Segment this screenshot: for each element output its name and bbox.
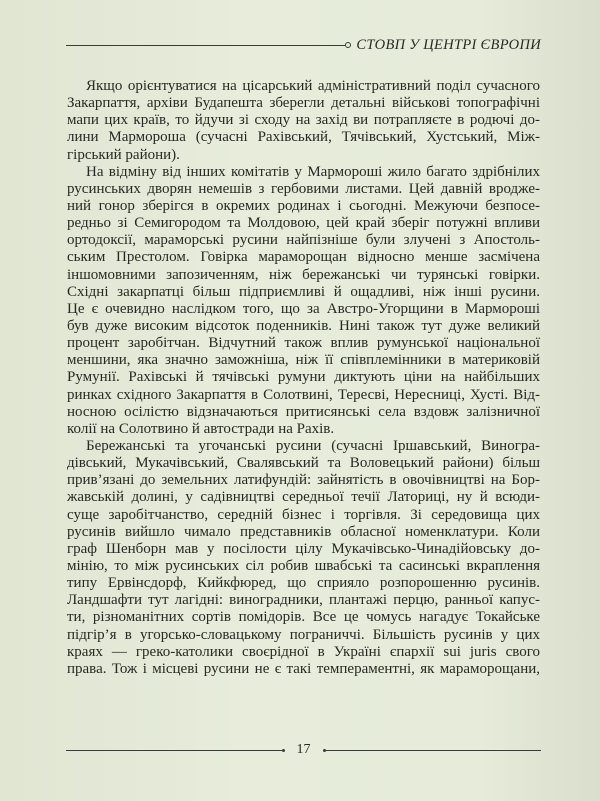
text-line: прив’язані до земельних латифундій: зайнятість в овочівництві на Бор-	[67, 472, 540, 489]
text-line: процент заробітчан. Відчутний також вплив румунської національної	[67, 335, 540, 352]
text-line: русинських дворян немешів з гербовими листами. Цей давній вродже-	[67, 180, 540, 197]
text-line: Якщо орієнтуватися на цісарський адміністративний поділ сучасного	[86, 78, 540, 94]
text-line: типу Ервінсдорф, Кийкфюред, що сприяло розпорошенню русинів.	[67, 575, 540, 592]
paragraph	[67, 438, 540, 678]
text-line: гірський райони).	[67, 146, 180, 163]
text-line: Румунії. Рахівські й тячівські румуни диктують ціни на найбільших	[67, 369, 540, 386]
text-line: носною осілістю відзначаються притисянські села вздовж залізничної	[67, 403, 540, 420]
footer-ornament-dot	[282, 749, 285, 752]
paragraph	[67, 164, 540, 438]
text-line: ний гонор зберігся в окремих родинах і сьогодні. Межуючи безпосе-	[67, 197, 540, 214]
text-line: На відміну від інших комітатів у Мармороші жило багато здрібнілих	[86, 163, 540, 180]
text-line: ським Престолом. Говірка мараморощан відносно менше засмічена	[67, 249, 540, 266]
text-line: редньо зі Семигородом та Молдовою, цей край зберіг потужні впливи	[67, 215, 540, 232]
text-line: підгір’я в угорсько-словацькому пограниччі. Більшість русинів у цих	[67, 626, 540, 643]
running-title: СТОВП У ЦЕНТРІ ЄВРОПИ	[356, 36, 541, 53]
text-line: був дуже високим відсоток поденників. Нині також тут дуже великий	[67, 317, 540, 334]
body-text	[67, 78, 540, 678]
text-line: ринках східного Закарпаття в Солотвині, Тересві, Нересниці, Хусті. Від-	[67, 386, 540, 403]
text-line: Бережанські та угочанські русини (сучасні Іршавський, Виногра-	[86, 437, 540, 454]
text-line: ортодоксії, мараморські русини найпізніше були злучені з Апостоль-	[67, 232, 540, 249]
text-line: Це є очевидно наслідком того, що за Австро-Угорщини в Мармороші	[67, 300, 540, 317]
text-line: Східні закарпатці більш підприємливі й ощадливі, ніж інші русини.	[67, 283, 540, 300]
text-line: Ландшафти тут лагідні: виноградники, плантажі перцю, ранньої капус-	[67, 592, 540, 609]
text-line: іншомовними запозиченням, ніж бережанські чи турянські говірки.	[67, 266, 540, 283]
text-line: ти, різноманітних сортів помідорів. Все це чомусь нагадує Токайське	[67, 609, 540, 626]
text-line: мапи цих країв, то йдучи зі сходу на захід ви потрапляєте в родючі до-	[67, 112, 540, 129]
page-footer	[66, 742, 541, 758]
text-line: краях — греко-католики своєрідної в Україні єпархії sui juris свого	[67, 643, 540, 660]
text-line: граф Шенборн мав у посілости цілу Мукачівсько-Чинадійовську до-	[67, 540, 540, 557]
paragraph	[67, 78, 540, 164]
text-line: меншини, яка значно заможніша, ніж її співплемінники в материковій	[67, 352, 540, 369]
text-line: мінію, то між русинських сіл робив швабські та сасинські вкраплення	[67, 557, 540, 574]
header-ornament-dot	[345, 42, 351, 48]
text-line: русинів вийшло чимало представників обласної номенклатури. Коли	[67, 523, 540, 540]
footer-rule-right	[326, 750, 542, 751]
text-line: жавській долині, у садівництві середньої течії Латориці, ну й всюди-	[67, 489, 540, 506]
text-line: суще заробітчанство, середній бізнес і торгівля. Зі середовища цих	[67, 506, 540, 523]
text-line: права. Тож і місцеві русини не є такі темпераментні, як мараморощани,	[67, 660, 540, 677]
footer-rule-left	[66, 750, 282, 751]
header-rule	[66, 45, 345, 46]
text-line: колії на Солотвино й автостради на Рахів.	[67, 420, 335, 437]
text-line: лини Мармороша (сучасні Рахівський, Тячівський, Хустський, Між-	[67, 129, 540, 146]
page-number: 17	[296, 742, 311, 757]
running-header	[66, 36, 541, 54]
text-line: Закарпаття, архіви Будапешта зберегли детальні військові топографічні	[67, 95, 540, 112]
text-line: дівський, Мукачівський, Свалявський та Воловецький райони) більш	[67, 455, 540, 472]
